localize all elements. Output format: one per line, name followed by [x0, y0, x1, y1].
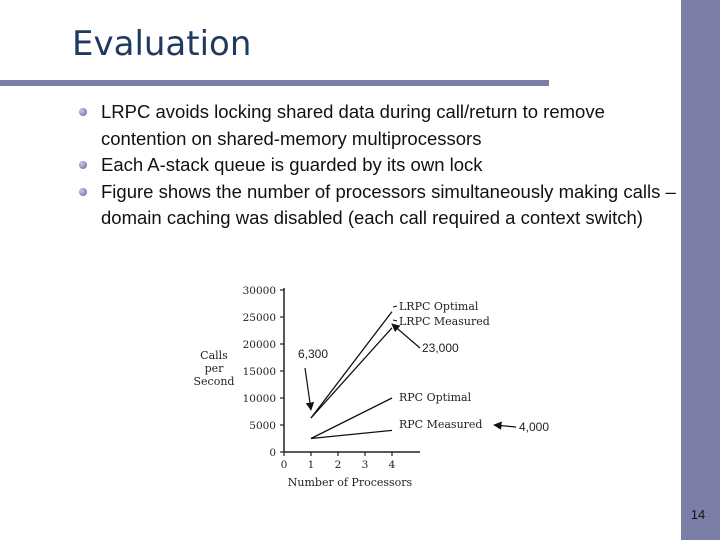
label-rpc-measured: RPC Measured: [399, 418, 483, 431]
y-tick-label: 30000: [242, 285, 276, 297]
bullet-item: [78, 179, 678, 232]
x-tick-label: 1: [307, 459, 315, 471]
y-axis-label-line-2: per: [204, 362, 224, 375]
x-axis-label: Number of Processors: [287, 476, 413, 489]
leader-lrpc-optimal: [393, 306, 397, 307]
y-axis-label-line-3: Second: [193, 375, 235, 388]
label-lrpc-measured: LRPC Measured: [399, 315, 490, 328]
bullet-icon: [79, 108, 87, 116]
annotation-4000: 4,000: [519, 420, 550, 434]
bullet-item: [78, 152, 678, 179]
y-tick-label: 15000: [242, 366, 276, 378]
slide-title: Evaluation: [72, 24, 252, 64]
x-tick-label: 0: [280, 459, 288, 471]
processor-scaling-chart: [188, 280, 588, 490]
y-tick-label: 5000: [249, 420, 276, 432]
bullet-text: Each A-stack queue is guarded by its own lock: [101, 154, 483, 175]
bullet-icon: [79, 188, 87, 196]
arrow-6300: [305, 368, 311, 410]
leader-lrpc-measured: [393, 320, 397, 321]
x-tick-label: 3: [361, 459, 369, 471]
arrow-4000: [494, 425, 516, 427]
y-tick-group: [243, 285, 284, 459]
y-tick-label: 10000: [242, 393, 276, 405]
series-rpc-measured: [311, 430, 392, 438]
x-tick-label: 4: [388, 459, 396, 471]
title-underline: [0, 80, 549, 86]
right-accent-bar: [681, 0, 720, 540]
label-rpc-optimal: RPC Optimal: [399, 391, 472, 404]
y-axis-label-line-1: Calls: [200, 349, 228, 362]
annotation-6300: 6,300: [298, 347, 329, 361]
bullet-icon: [79, 161, 87, 169]
y-tick-label: 0: [269, 447, 276, 459]
bullet-text: Figure shows the number of processors simultaneously making calls – domain caching was disabled (each call required a context switch): [101, 180, 676, 228]
bullet-item: [78, 99, 678, 152]
bullet-text: LRPC avoids locking shared data during call/return to remove contention on shared-memory multiprocessors: [101, 101, 605, 149]
label-lrpc-optimal: LRPC Optimal: [399, 300, 479, 313]
x-tick-group: [281, 452, 396, 471]
y-tick-label: 25000: [242, 312, 276, 324]
y-tick-label: 20000: [242, 339, 276, 351]
bullet-list: [78, 99, 678, 232]
x-tick-label: 2: [334, 459, 342, 471]
series-lrpc-optimal: [311, 312, 392, 418]
annotation-23000: 23,000: [422, 341, 459, 355]
page-number: 14: [690, 507, 706, 522]
